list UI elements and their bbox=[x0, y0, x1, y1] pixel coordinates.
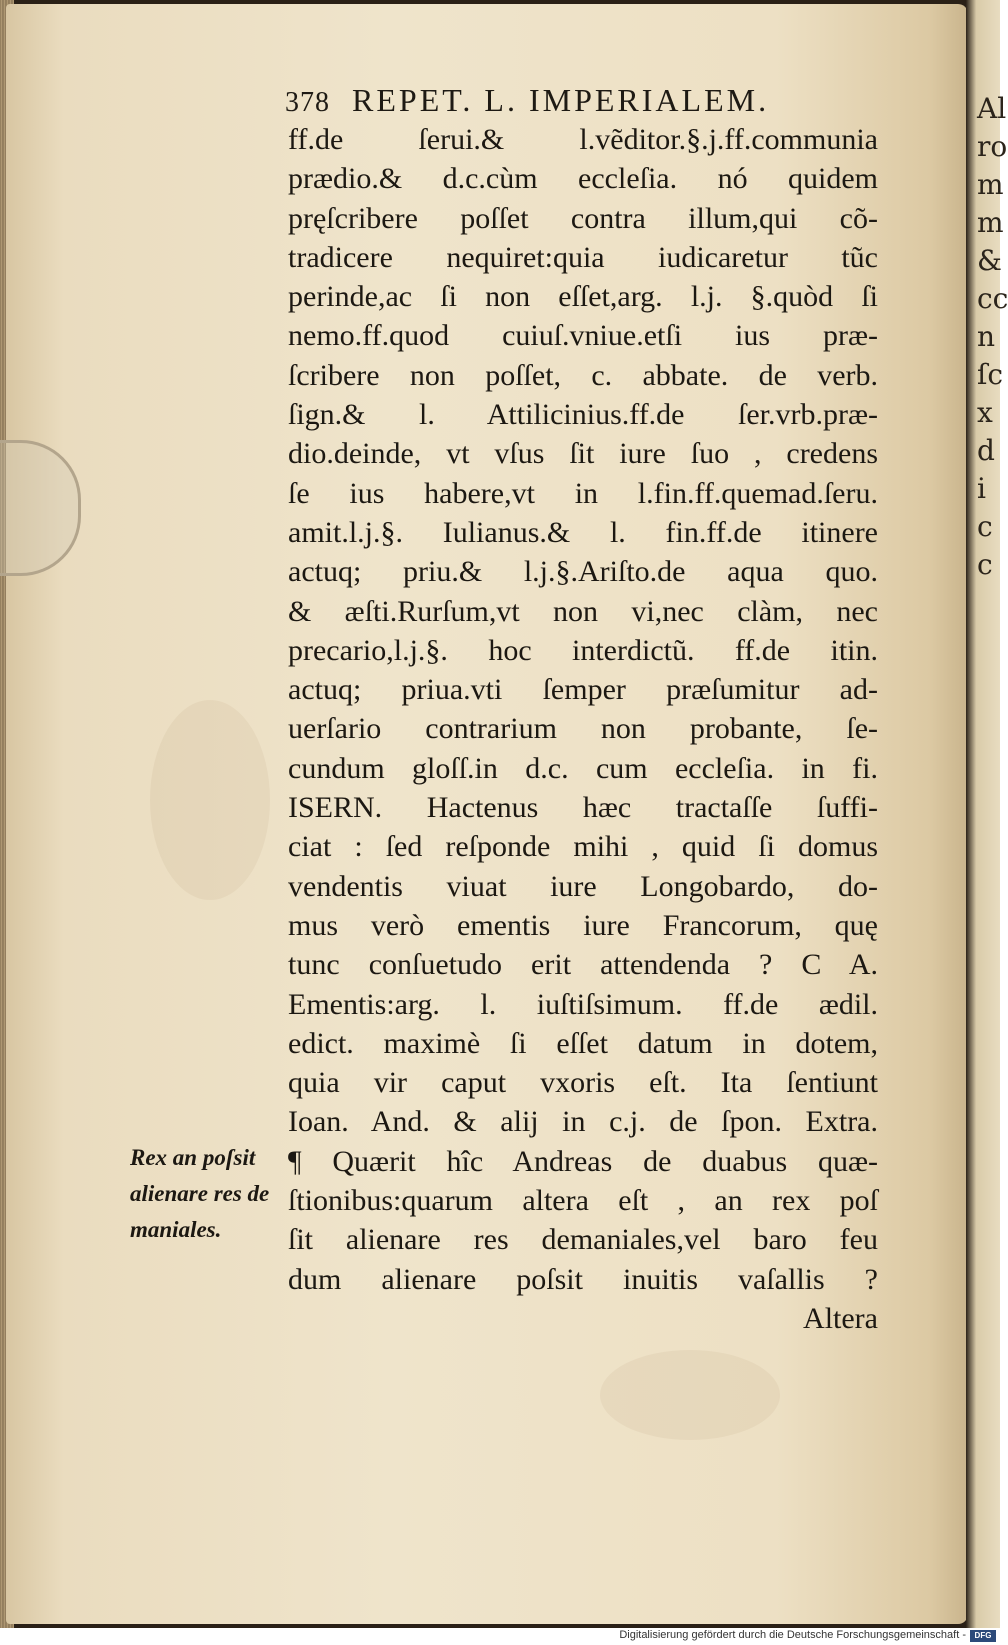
marginal-note bbox=[130, 1140, 290, 1248]
text-line: ſcribere non poſſet, c. abbate. de verb. bbox=[288, 358, 878, 392]
text-line: edict. maximè ſi eſſet datum in dotem, bbox=[288, 1026, 878, 1060]
dfg-logo-icon: DFG bbox=[970, 1630, 996, 1642]
text-line: Ementis:arg. l. iuſtiſsimum. ff.de ædil. bbox=[288, 987, 878, 1021]
text-line: & æſti.Rurſum,vt non vi,nec clàm, nec bbox=[288, 594, 878, 628]
marginal-note-line: alienare res de bbox=[130, 1181, 270, 1206]
text-line: pręſcribere poſſet contra illum,qui cõ- bbox=[288, 201, 878, 235]
text-line: ſit alienare res demaniales,vel baro feu bbox=[288, 1223, 878, 1257]
text-line: perinde,ac ſi non eſſet,arg. l.j. §.quòd ſi bbox=[288, 280, 878, 314]
text-line: vendentis viuat iure Longobardo, do- bbox=[288, 869, 878, 903]
digitization-footer bbox=[0, 1628, 1000, 1645]
text-line: ſe ius habere,vt in l.fin.ff.quemad.ſeru. bbox=[288, 476, 878, 510]
text-line: ciat : ſed reſponde mihi , quid ſi domus bbox=[288, 830, 878, 864]
page-number: 378 bbox=[285, 87, 330, 118]
running-title: REPET. L. IMPERIALEM. bbox=[352, 82, 770, 118]
text-line: ¶ Quærit hîc Andreas de duabus quæ- bbox=[288, 1144, 878, 1178]
text-line: actuq; priua.vti ſemper præſumitur ad- bbox=[288, 673, 878, 707]
paper-stain bbox=[150, 700, 270, 900]
text-line: ſtionibus:quarum altera eſt , an rex poſ bbox=[288, 1184, 878, 1218]
text-line: precario,l.j.§. hoc interdictũ. ff.de itin. bbox=[288, 633, 878, 667]
text-line: cundum gloſſ.in d.c. cum eccleſia. in fi. bbox=[288, 751, 878, 785]
text-line: ſign.& l. Attilicinius.ff.de ſer.vrb.præ- bbox=[288, 398, 878, 432]
paper-stain bbox=[600, 1350, 780, 1440]
text-line: quia vir caput vxoris eſt. Ita ſentiunt bbox=[288, 1066, 878, 1100]
marginal-note-line: maniales. bbox=[130, 1217, 222, 1242]
text-line: tradicere nequiret:quia iudicaretur tũc bbox=[288, 240, 878, 274]
catchword: Altera bbox=[803, 1301, 878, 1335]
running-header bbox=[285, 82, 845, 119]
text-line: Ioan. And. & alij in c.j. de ſpon. Extra. bbox=[288, 1105, 878, 1139]
main-text-block bbox=[288, 120, 878, 1338]
text-line: amit.l.j.§. Iulianus.& l. fin.ff.de itinere bbox=[288, 515, 878, 549]
text-line: nemo.ff.quod cuiuſ.vniue.etſi ius præ- bbox=[288, 319, 878, 353]
text-line: mus verò ementis iure Francorum, quę bbox=[288, 908, 878, 942]
funding-credit: Digitalisierung gefördert durch die Deutsche Forschungsgemeinschaft - bbox=[619, 1629, 966, 1641]
text-line: ISERN. Hactenus hæc tractaſſe ſuffi- bbox=[288, 791, 878, 825]
text-line: dum alienare poſsit inuitis vaſallis ? bbox=[288, 1262, 878, 1296]
text-line: uerſario contrarium non probante, ſe- bbox=[288, 712, 878, 746]
text-line: prædio.& d.c.cùm eccleſia. nó quidem bbox=[288, 162, 878, 196]
text-line: ff.de ſerui.& l.vẽditor.§.j.ff.communia bbox=[288, 123, 878, 156]
adjacent-page-fragments: Al ro m m & cc n ſc x d i c c bbox=[977, 92, 1008, 581]
text-line: tunc conſuetudo erit attendenda ? C A. bbox=[288, 948, 878, 982]
text-line: dio.deinde, vt vſus ſit iure ſuo , credens bbox=[288, 437, 878, 471]
text-line: actuq; priu.& l.j.§.Ariſto.de aqua quo. bbox=[288, 555, 878, 589]
marginal-note-line: Rex an poſsit bbox=[130, 1145, 256, 1170]
